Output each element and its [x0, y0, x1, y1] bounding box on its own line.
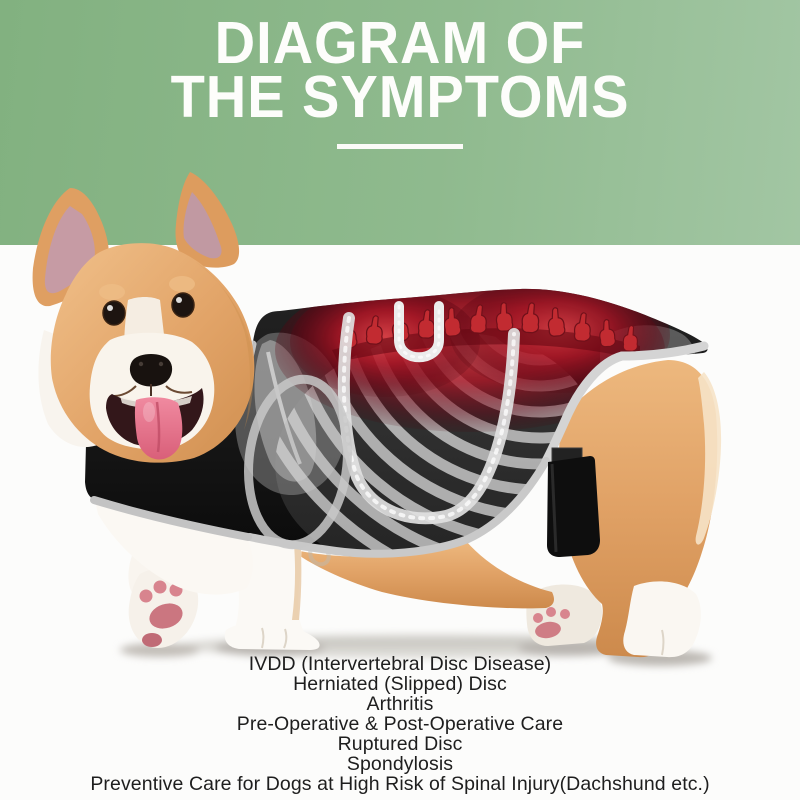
symptom-line: Spondylosis	[346, 753, 454, 775]
hind-white-sock	[623, 581, 701, 657]
symptom-line: Arthritis	[366, 693, 434, 715]
dog-head	[33, 172, 255, 463]
brace-strap	[547, 448, 600, 557]
dog-nose	[130, 354, 172, 387]
symptom-line: Preventive Care for Dogs at High Risk of Spinal Injury(Dachshund etc.)	[90, 773, 710, 795]
symptom-line: Pre-Operative & Post-Operative Care	[236, 713, 564, 735]
dog-right-ear	[176, 172, 240, 268]
symptom-line: Herniated (Slipped) Disc	[293, 673, 507, 695]
dog-tongue	[135, 397, 182, 459]
title-line-1: DIAGRAM OF	[214, 10, 586, 76]
symptom-line: IVDD (Intervertebral Disc Disease)	[248, 653, 552, 675]
symptom-line: Ruptured Disc	[337, 733, 463, 755]
title-line-2: THE SYMPTOMS	[170, 64, 630, 130]
symptoms-list	[0, 654, 800, 794]
